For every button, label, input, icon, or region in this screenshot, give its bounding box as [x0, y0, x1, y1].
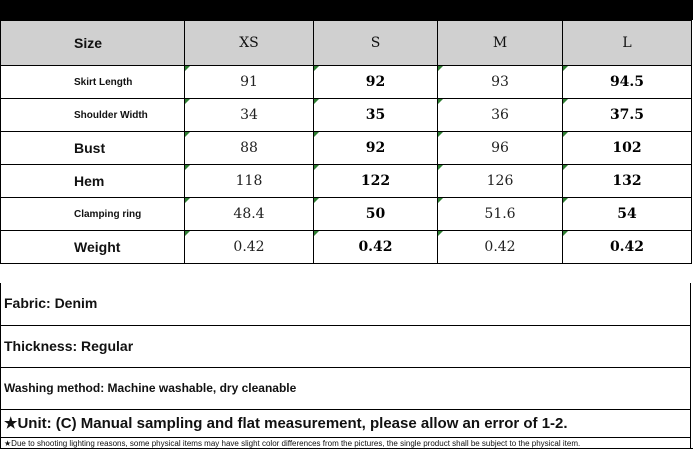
cell-corner-marker [185, 132, 190, 137]
table-cell [314, 231, 438, 264]
cell-value: 118 [235, 173, 263, 189]
cell-corner-marker [438, 198, 443, 203]
cell-value: 36 [491, 107, 509, 123]
size-header-s: S [314, 21, 438, 66]
cell-corner-marker [314, 165, 319, 170]
row-label: Hem [1, 165, 185, 198]
cell-value: 122 [360, 173, 391, 189]
note-row [0, 438, 691, 448]
note-text: ★Due to shooting lighting reasons, some physical items may have slight color differences from the pictures, the single product shall be subject to the physical item. [4, 439, 581, 448]
cell-corner-marker [438, 231, 443, 236]
cell-corner-marker [438, 165, 443, 170]
table-cell [563, 231, 692, 264]
cell-value: 102 [612, 140, 642, 156]
table-cell [438, 198, 563, 231]
table-cell [438, 66, 563, 99]
cell-corner-marker [314, 198, 319, 203]
cell-value: 0.42 [233, 239, 265, 255]
table-row [1, 132, 692, 165]
cell-corner-marker [185, 198, 190, 203]
unit-text: ★Unit: (C) Manual sampling and flat measurement, please allow an error of 1-2. [4, 415, 568, 432]
cell-value: 94.5 [609, 74, 645, 90]
cell-corner-marker [563, 165, 568, 170]
table-cell [563, 198, 692, 231]
cell-value: 0.42 [609, 239, 645, 255]
cell-corner-marker [563, 66, 568, 71]
cell-corner-marker [185, 99, 190, 104]
cell-corner-marker [185, 165, 190, 170]
cell-value: 88 [240, 140, 258, 156]
cell-value: 92 [365, 140, 386, 156]
size-chart-sheet [0, 20, 693, 448]
cell-value: 91 [240, 74, 258, 90]
table-row [1, 99, 692, 132]
table-cell [563, 132, 692, 165]
table-cell [314, 198, 438, 231]
table-cell [185, 132, 314, 165]
cell-value: 126 [486, 173, 514, 189]
table-cell [563, 99, 692, 132]
washing-text: Washing method: Machine washable, dry cleanable [4, 381, 297, 395]
cell-corner-marker [563, 99, 568, 104]
cell-corner-marker [438, 132, 443, 137]
cell-value: 96 [491, 140, 509, 156]
size-header-row [1, 21, 692, 66]
table-cell [438, 165, 563, 198]
cell-value: 0.42 [484, 239, 516, 255]
table-row [1, 66, 692, 99]
table-row [1, 231, 692, 264]
cell-corner-marker [314, 99, 319, 104]
table-cell [314, 132, 438, 165]
thickness-row [0, 326, 691, 368]
cell-value: 92 [365, 74, 386, 90]
cell-value: 132 [612, 173, 642, 189]
table-cell [314, 165, 438, 198]
cell-value: 51.6 [484, 206, 516, 222]
cell-corner-marker [185, 66, 190, 71]
row-label: Shoulder Width [1, 99, 185, 132]
size-header-xs: XS [185, 21, 314, 66]
size-header-m: M [438, 21, 563, 66]
cell-value: 48.4 [233, 206, 265, 222]
table-cell [185, 99, 314, 132]
table-cell [314, 99, 438, 132]
size-chart-table [0, 20, 692, 264]
row-label: Skirt Length [1, 66, 185, 99]
cell-value: 54 [617, 206, 637, 222]
cell-corner-marker [314, 132, 319, 137]
cell-corner-marker [438, 66, 443, 71]
cell-value: 0.42 [358, 239, 393, 255]
washing-row [0, 368, 691, 410]
table-row [1, 198, 692, 231]
table-cell [185, 198, 314, 231]
cell-value: 37.5 [609, 107, 645, 123]
row-label: Clamping ring [1, 198, 185, 231]
table-cell [185, 66, 314, 99]
cell-value: 35 [365, 107, 386, 123]
table-cell [438, 132, 563, 165]
table-row [1, 165, 692, 198]
table-cell [438, 99, 563, 132]
cell-value: 50 [365, 206, 386, 222]
fabric-row [0, 283, 691, 326]
table-cell [563, 66, 692, 99]
cell-corner-marker [314, 231, 319, 236]
cell-corner-marker [314, 66, 319, 71]
table-cell [563, 165, 692, 198]
table-cell [314, 66, 438, 99]
size-header-l: L [563, 21, 692, 66]
size-header-label: Size [1, 21, 185, 66]
row-label: Bust [1, 132, 185, 165]
table-cell [185, 165, 314, 198]
cell-value: 34 [240, 107, 258, 123]
cell-corner-marker [438, 99, 443, 104]
fabric-text: Fabric: Denim [4, 295, 98, 311]
cell-value: 93 [491, 74, 509, 90]
row-label: Weight [1, 231, 185, 264]
table-cell [438, 231, 563, 264]
cell-corner-marker [563, 132, 568, 137]
cell-corner-marker [563, 231, 568, 236]
thickness-text: Thickness: Regular [4, 338, 134, 354]
unit-row [0, 410, 691, 438]
cell-corner-marker [563, 198, 568, 203]
table-cell [185, 231, 314, 264]
cell-corner-marker [185, 231, 190, 236]
